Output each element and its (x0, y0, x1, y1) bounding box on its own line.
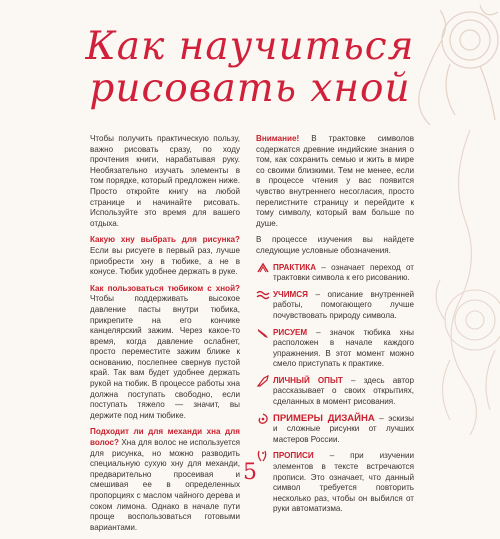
legend-key: ЛИЧНЫЙ ОПЫТ (273, 375, 343, 385)
attention-paragraph (256, 134, 414, 229)
legend-intro: В процессе изучения вы найдете следующие условные обозначения. (256, 235, 414, 255)
title-line-2: рисовать хной (89, 66, 411, 111)
learn-icon (256, 289, 270, 301)
faq-tube-usage (90, 284, 240, 422)
answer-text: Чтобы поддерживать высокое давление пасты внутри тюбика, прикрепите на его кончике канцелярский зажим. Через какое-то время, когда давление ослабнет, просто переместите зажим ближе к основанию, послепнее свернув пустой край. Так вам будет удобнее держать рукой на тюбик. В процессе работы хна должна поступать свободно, если поступать тяжело — значит, вы держите под ним тюбике. (90, 294, 240, 420)
answer-text: Если вы рисуете в первый раз, лучше приобрести хну в тюбике, а не в конусе. Тюбик удобнее держать в руке. (90, 245, 240, 277)
legend-item-experience (256, 376, 414, 408)
legend-item-draw (256, 328, 414, 370)
legend-key: ПРИМЕРЫ ДИЗАЙНА (273, 412, 375, 424)
legend-key: ПРАКТИКА (273, 262, 317, 272)
examples-icon (256, 413, 270, 425)
legend-key: ПРОПИСИ (273, 451, 314, 461)
question-label: Как пользоваться тюбиком с хной? (90, 283, 240, 293)
legend-item-learn (256, 290, 414, 322)
page-number: 5 (243, 460, 257, 485)
legend-key: РИСУЕМ (273, 327, 308, 337)
legend-item-examples (256, 414, 414, 446)
legend-text: – значок тюбика хны расположен в начале каждого упражнения. В этот момент можно смело приступать к практике. (273, 327, 414, 369)
faq-henna-choice (90, 235, 240, 277)
attention-text: В трактовке символов содержатся древние индийские знания о том, как сохранить семью и жить в мире со своими близкими. Тем не менее, если в процессе чтения у вас появится чувство внутреннего несогласия, просто перелистните страницу и перейдите к тому символу, который вам больше по душе. (256, 134, 414, 228)
henna-ornament-right (410, 120, 500, 440)
experience-icon (256, 375, 270, 387)
answer-text: Хна для волос не используется для рисунка, но можно разводить специальную сухую хну для механди, предварительно просеивая и смешивая ее в определенных пропорциях с маслом чайного дерева и соком лимона. Однако в начале пути проще воспользоваться готовыми вариантами. (90, 438, 240, 532)
draw-icon (256, 327, 270, 339)
intro-paragraph: Чтобы получить практическую пользу, важно рисовать сразу, по ходу прочтения книги, нарабатывая руку. Необязательно изучать элементы в том порядке, который предложен ниже. Просто откройте книгу на любой странице и начинайте рисовать. Используйте это время для вашего отдыха. (90, 134, 240, 228)
question-label: Подходит ли для механди хна для волос? (90, 427, 240, 448)
legend-text: – означает переход от трактовки символа к его рисованию. (273, 262, 414, 283)
legend-text: – эскизы и сложные рисунки от лучших мастеров России. (273, 413, 414, 444)
legend-text: – при изучении элементов в тексте встречаются прописи. Это означает, что данный символ требуется повторить несколько раз, чтобы он выбился от руки автоматизма. (273, 451, 414, 514)
question-label: Какую хну выбрать для рисунка? (90, 235, 240, 245)
practice-icon (256, 262, 270, 274)
legend-item-practice (256, 263, 414, 284)
attention-label: Внимание! (256, 134, 300, 143)
legend-text: – описание внутренней работы, помогающего лучше почувствовать природу символа. (273, 289, 414, 320)
title-line-1: Как научиться (85, 24, 415, 69)
legend-key: УЧИМСЯ (273, 289, 308, 299)
legend-text: – здесь автор рассказывает о своих открытиях, сделанных в момент рисования. (273, 375, 414, 407)
page-title (70, 26, 430, 110)
